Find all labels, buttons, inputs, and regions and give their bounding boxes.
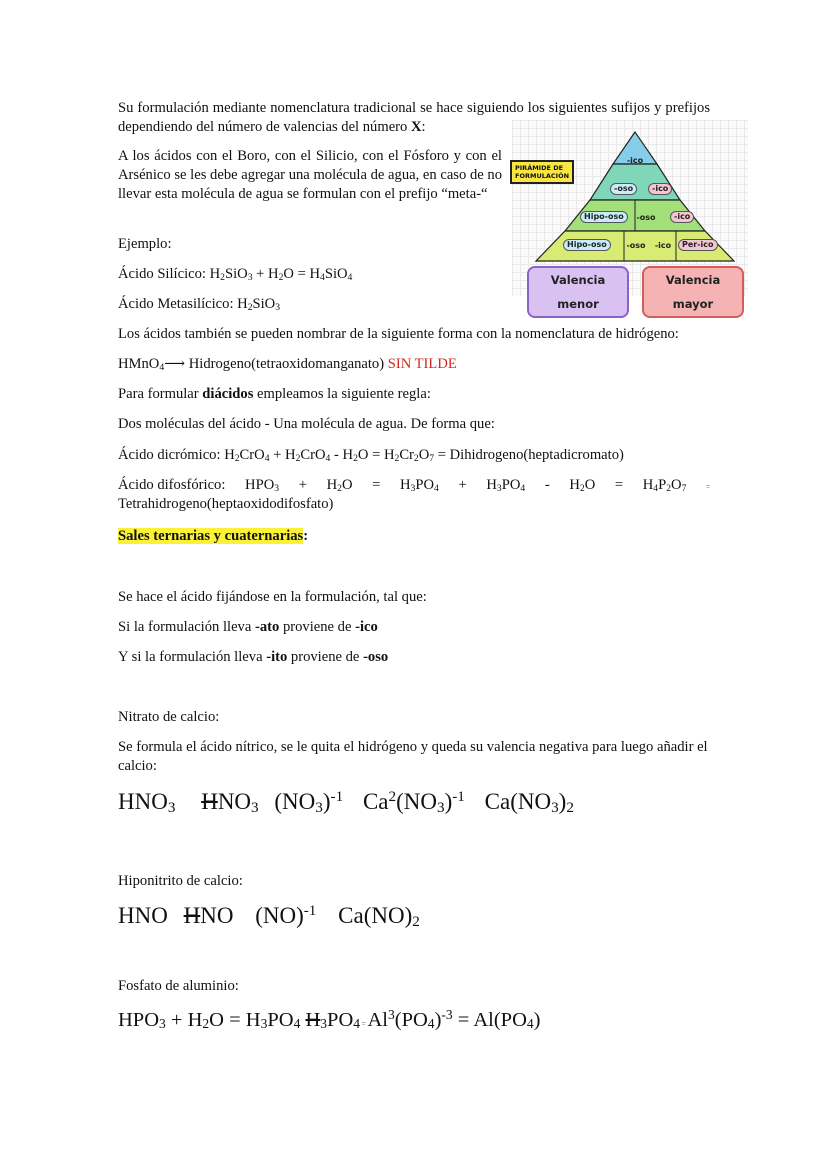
pyramid-row2-oso: -oso [610,183,637,195]
pyramid-row4-hipo-oso: Hipo-oso [563,239,611,251]
regla-line: Dos moléculas del ácido - Una molécula de agua. De forma que: [118,416,495,432]
acido-silicico-line: Ácido Silícico: $H_2SiO_3 + H_2O = H_4SiO_4$ [118,266,353,283]
hiponitrito-label: Hiponitrito de calcio: [118,873,243,889]
hmno4-line: HMnO$_4$⟶ Hidrogeno(tetraoxidomanganato) SIN TILDE [118,356,457,373]
pyramid-row4-per-ico: Per-ico [678,239,718,251]
intro-bold-x: X [411,119,422,135]
hiponitrito-equation: HNO HNO (NO)$^{-1}$ $Ca(NO)_2$ [118,902,420,930]
pyramid-row3-oso: -oso [636,213,656,222]
pyramid-row3-ico: -ico [670,211,694,223]
boro-paragraph: A los ácidos con el Boro, con el Silicio, con el Fósforo y con el Arsénico se les debe agregar una molécula de agua, en caso de no llevar esta molécula de agua se formulan con el prefijo “meta-“ [118,148,502,202]
hidrogeno-paragraph: Los ácidos también se pueden nombrar de la siguiente forma con la nomenclatura de hidrógeno: [118,326,679,342]
valencia-mayor-label: Valencia mayor [642,266,744,318]
pyramid-title: PIRÁMIDE DE FORMULACIÓN [510,160,574,184]
fosfato-equation: $HPO_3 + H_2O = H_3PO_4$ $H_3PO_4 = Al^3(PO_4)^{-3} = Al(PO_4)$ [118,1007,541,1032]
acido-metasilicico-line: Ácido Metasilícico: $H_2SiO_3$ [118,296,281,313]
intro-text: Su formulación mediante nomenclatura tradicional se hace siguiendo los siguientes sufijos y prefijos dependiendo del número de valencias del número [118,100,710,135]
valencia-menor-label: Valencia menor [527,266,629,318]
si-ito-line: Y si la formulación lleva -ito proviene de -oso [118,649,389,665]
fosfato-label: Fosfato de aluminio: [118,978,239,994]
acido-difosforico-line: Ácido difosfórico: $HPO_3$ + $H_2O$ = $H_3PO_4$ + $H_3PO_4$ - $H_2O$ = $H_4P_2O_7$ = [118,477,710,494]
diacidos-line: Para formular diácidos empleamos la siguiente regla: [118,386,431,402]
si-ato-line: Si la formulación lleva -ato proviene de -ico [118,619,378,635]
nitrato-label: Nitrato de calcio: [118,709,220,725]
intro-colon: : [421,119,426,135]
pyramid-row2-ico: -ico [648,183,672,195]
pyramid-row1-ico: -ico [626,156,644,165]
pyramid-row4-ico: -ico [654,241,672,250]
pyramid-row4-oso: -oso [626,241,646,250]
se-hace-line: Se hace el ácido fijándose en la formulación, tal que: [118,589,427,605]
nitrato-equation: $HNO_3$ $HNO_3$ $(NO_3)^{-1}$ $Ca^2(NO_3)^{-1}$ $Ca(NO_3)_2$ [118,788,574,816]
acido-dicromico-line: Ácido dicrómico: $H_2CrO_4 + H_2CrO_4 - H_2O = H_2Cr_2O_7$ = Dihidrogeno(heptadicromato) [118,447,624,464]
ejemplo-label: Ejemplo: [118,236,172,252]
difosforico-name: Tetrahidrogeno(heptaoxidodifosfato) [118,496,334,512]
sin-tilde-note: SIN TILDE [387,356,457,372]
nitrato-description: Se formula el ácido nítrico, se le quita el hidrógeno y queda su valencia negativa para luego añadir el calcio: [118,739,708,774]
pyramid-row3-hipo-oso: Hipo-oso [580,211,628,223]
sales-heading: Sales ternarias y cuaternarias: [118,528,309,544]
